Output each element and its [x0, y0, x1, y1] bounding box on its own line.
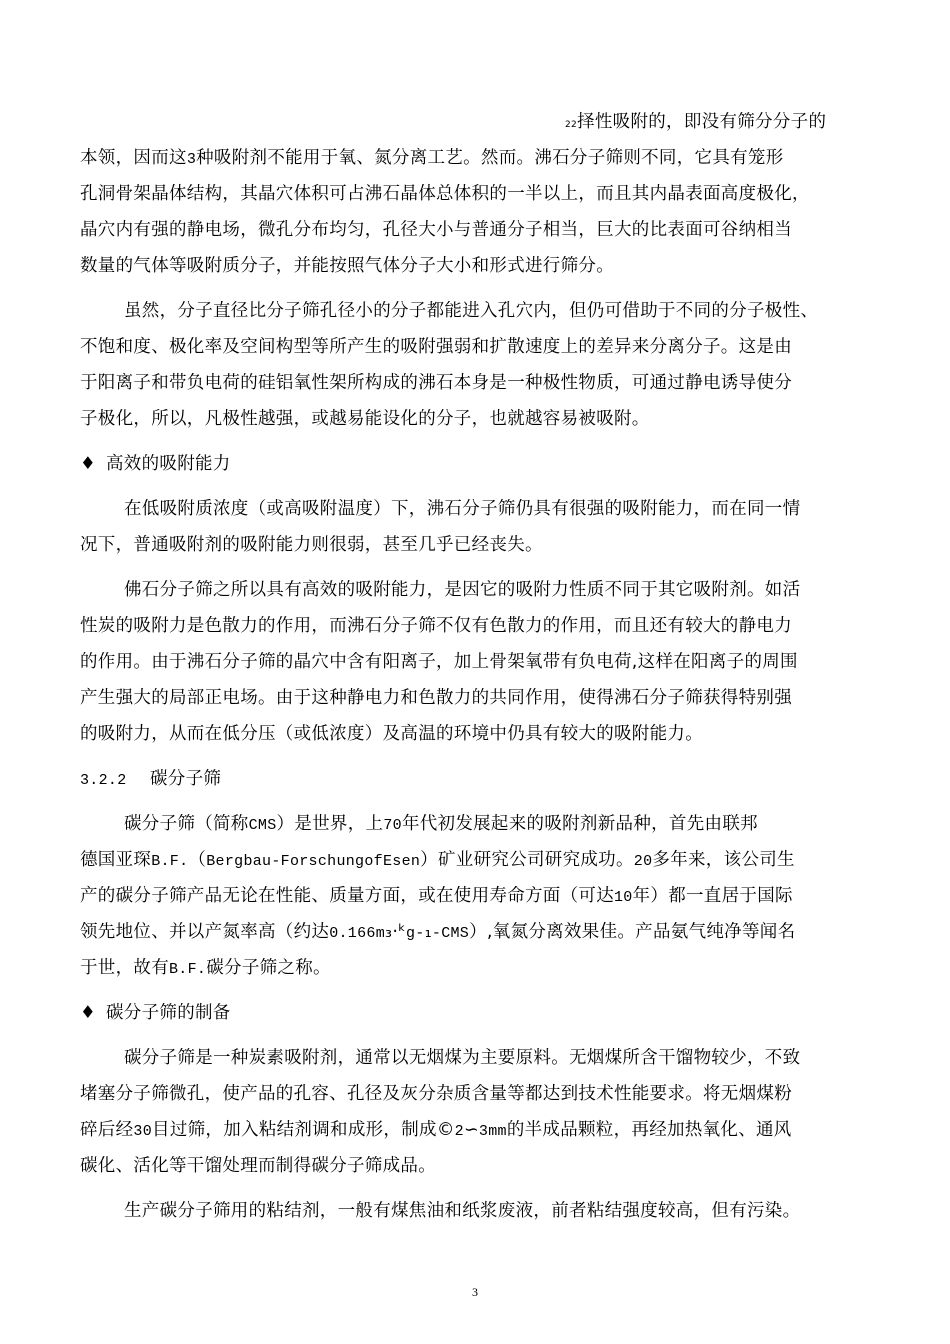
bullet-heading [80, 995, 870, 1031]
text-run: 佛石分子筛之所以具有高效的吸附能力，是因它的吸附力性质不同于其它吸附剂。如活 [124, 580, 801, 600]
text-run: 产的碳分子筛产品无论在性能、质量方面，或在使用寿命方面（可达10年）都一直居于国际 [80, 886, 793, 906]
paragraph-line [80, 1076, 870, 1112]
paragraph-line [80, 1040, 870, 1076]
paragraph-line [80, 140, 870, 176]
section-number: 3.2.2 [80, 772, 127, 789]
text-run: 碎后经30目过筛，加入粘结剂调和成形，制成©2∽3mm的半成品颗粒，再经加热氧化、通风 [80, 1120, 792, 1140]
text-run: 数量的气体等吸附质分子，并能按照气体分子大小和形式进行筛分。 [80, 256, 614, 276]
paragraph-gap [80, 1229, 870, 1238]
paragraph-gap [80, 986, 870, 995]
paragraph-line [80, 806, 870, 842]
body-text [80, 104, 870, 1238]
paragraph-gap [80, 437, 870, 446]
paragraph-gap [80, 482, 870, 491]
paragraph-line [80, 212, 870, 248]
paragraph-gap [80, 284, 870, 293]
bullet-heading-text: 高效的吸附能力 [106, 454, 231, 474]
text-run: 孔洞骨架晶体结构，其晶穴体积可占沸石晶体总体积的一半以上，而且其内晶表面高度极化， [80, 184, 810, 204]
text-run: 碳化、活化等干馏处理而制得碳分子筛成品。 [80, 1156, 436, 1176]
reference-mark: 22 [565, 120, 578, 130]
paragraph-line [80, 491, 870, 527]
paragraph-line [80, 608, 870, 644]
section-heading [80, 761, 870, 797]
text-run: 的作用。由于沸石分子筛的晶穴中含有阳离子，加上骨架氧带有负电荷,这样在阳离子的周围 [80, 652, 798, 672]
text-run: 虽然，分子直径比分子筛孔径小的分子都能进入孔穴内，但仍可借助于不同的分子极性、 [124, 301, 819, 321]
text-run: 晶穴内有强的静电场，微孔分布均匀，孔径大小与普通分子相当，巨大的比表面可谷纳相当 [80, 220, 792, 240]
paragraph-line [80, 680, 870, 716]
text-run: 的吸附力，从而在低分压（或低浓度）及高温的环境中仍具有较大的吸附能力。 [80, 724, 703, 744]
text-run: 子极化，所以，凡极性越强，或越易能设化的分子，也就越容易被吸附。 [80, 409, 650, 429]
page-number: 3 [472, 1285, 478, 1299]
paragraph-line [80, 401, 870, 437]
bullet-heading-text: 碳分子筛的制备 [106, 1003, 231, 1023]
paragraph-line [80, 716, 870, 752]
text-run: 不饱和度、极化率及空间构型等所产生的吸附强弱和扩散速度上的差异来分离分子。这是由 [80, 337, 792, 357]
paragraph-line [80, 842, 870, 878]
paragraph-line [80, 1193, 870, 1229]
text-run: 况下，普通吸附剂的吸附能力则很弱，甚至几乎已经丧失。 [80, 535, 543, 555]
paragraph-line [80, 1148, 870, 1184]
text-run: 生产碳分子筛用的粘结剂，一般有煤焦油和纸浆废液，前者粘结强度较高，但有污染。 [124, 1201, 801, 1221]
diamond-bullet-icon: ♦ [80, 1003, 96, 1023]
paragraph-line [80, 644, 870, 680]
paragraph-line [80, 365, 870, 401]
text-run: 德国亚琛B.F.（Bergbau-ForschungofEsen）矿业研究公司研究成功。20多年来，该公司生 [80, 850, 795, 870]
text-run: 产生强大的局部正电场。由于这种静电力和色散力的共同作用，使得沸石分子筛获得特别强 [80, 688, 792, 708]
text-run: 择性吸附的，即没有筛分分子的 [577, 112, 827, 132]
paragraph-line [80, 914, 870, 950]
text-run: 于世，故有B.F.碳分子筛之称。 [80, 958, 331, 978]
section-title: 碳分子筛 [150, 769, 222, 789]
paragraph-line [80, 1112, 870, 1148]
paragraph-line [80, 176, 870, 212]
paragraph-gap [80, 1184, 870, 1193]
diamond-bullet-icon: ♦ [80, 454, 96, 474]
paragraph-gap [80, 752, 870, 761]
text-run: 碳分子筛（简称CMS）是世界，上70年代初发展起来的吸附剂新品种，首先由联邦 [124, 814, 758, 834]
paragraph-gap [80, 797, 870, 806]
paragraph-gap [80, 1031, 870, 1040]
paragraph-gap [80, 563, 870, 572]
paragraph-line [80, 878, 870, 914]
text-run: 性炭的吸附力是色散力的作用，而沸石分子筛不仅有色散力的作用，而且还有较大的静电力 [80, 616, 792, 636]
paragraph-line [80, 572, 870, 608]
text-run: 本领，因而这3种吸附剂不能用于氧、氮分离工艺。然而。沸石分子筛则不同，它具有笼形 [80, 148, 784, 168]
text-run: 于阳离子和带负电荷的硅铝氧性架所构成的沸石本身是一种极性物质，可通过静电诱导使分 [80, 373, 792, 393]
text-run: 堵塞分子筛微孔，使产品的孔容、孔径及灰分杂质含量等都达到技术性能要求。将无烟煤粉 [80, 1084, 792, 1104]
paragraph-line [80, 293, 870, 329]
paragraph-line [80, 104, 870, 140]
text-run: 碳分子筛是一种炭素吸附剂，通常以无烟煤为主要原料。无烟煤所含干馏物较少，不致 [124, 1048, 801, 1068]
paragraph-line [80, 248, 870, 284]
paragraph-line [80, 527, 870, 563]
paragraph-line [80, 329, 870, 365]
text-run: 在低吸附质浓度（或高吸附温度）下，沸石分子筛仍具有很强的吸附能力，而在同一情 [124, 499, 801, 519]
paragraph-line [80, 950, 870, 986]
bullet-heading [80, 446, 870, 482]
text-run: 领先地位、并以产氮率高（约达0.166m₃·ᵏg-₁-CMS）,氧氮分离效果佳。产品氨气纯净等闻名 [80, 922, 796, 942]
